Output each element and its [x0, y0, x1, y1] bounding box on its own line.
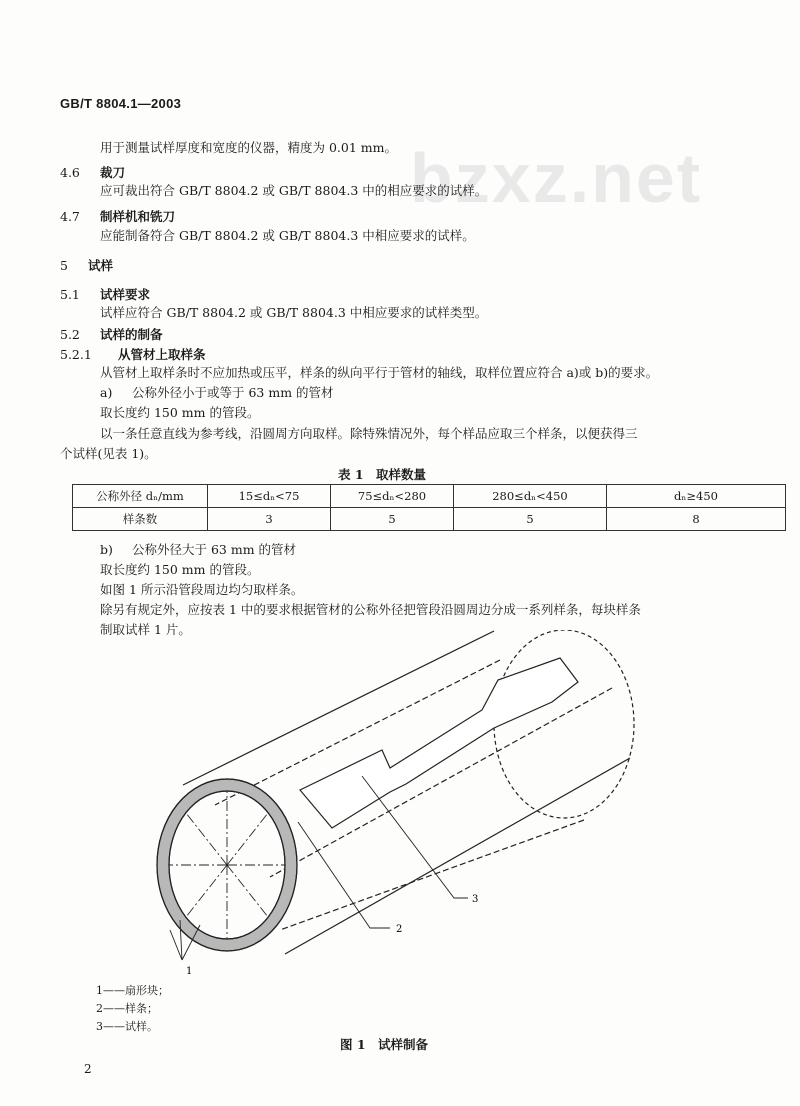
- paragraph: 用于测量试样厚度和宽度的仪器，精度为 0.01 mm。: [100, 140, 397, 155]
- legend-item: 2——样条；: [96, 1002, 158, 1015]
- table-cell: 15≤dₙ<75: [208, 485, 331, 508]
- pipe-far-end: [494, 630, 634, 818]
- paragraph: 个试样(见表 1)。: [60, 446, 157, 461]
- table-cell: 3: [208, 508, 331, 531]
- table-header-row: [73, 485, 786, 508]
- item-a: a) 公称外径小于或等于 63 mm 的管材: [100, 385, 334, 400]
- paragraph: 应能制备符合 GB/T 8804.2 或 GB/T 8804.3 中相应要求的试样。: [100, 228, 475, 243]
- test-specimen: [300, 658, 578, 828]
- leader-line-1: [170, 930, 182, 960]
- sector-line: [227, 865, 268, 917]
- section-5-heading: 5 试样: [60, 258, 114, 273]
- paragraph: 如图 1 所示沿管段周边均匀取样条。: [100, 582, 304, 597]
- table-cell: 5: [454, 508, 607, 531]
- standard-number: GB/T 8804.1—2003: [60, 96, 182, 111]
- section-5-2-heading: 5.2 试样的制备: [60, 327, 163, 342]
- section-5-1-heading: 5.1 试样要求: [60, 287, 151, 302]
- leader-line-2: [298, 822, 390, 928]
- hidden-line: [280, 820, 584, 930]
- section-5-2-1-heading: 5.2.1 从管材上取样条: [60, 347, 206, 362]
- paragraph: 制取试样 1 片。: [100, 622, 191, 637]
- table-cell: 5: [331, 508, 454, 531]
- item-b: b) 公称外径大于 63 mm 的管材: [100, 542, 297, 557]
- table-caption: 表 1 取样数量: [338, 467, 427, 482]
- paragraph: 以一条任意直线为参考线，沿圆周方向取样。除特殊情况外，每个样品应取三个样条，以便获得三: [100, 426, 638, 441]
- callout-2: 2: [396, 924, 403, 935]
- paragraph: 从管材上取样条时不应加热或压平，样条的纵向平行于管材的轴线，取样位置应符合 a)或 b)的要求。: [100, 365, 659, 380]
- callout-3: 3: [472, 894, 479, 905]
- legend-item: 1——扇形块；: [96, 984, 169, 997]
- figure-caption: 图 1 试样制备: [340, 1037, 429, 1052]
- sector-line: [227, 813, 268, 865]
- callout-1: 1: [186, 966, 193, 977]
- pipe-sampling-figure: [120, 630, 660, 990]
- paragraph: 应可裁出符合 GB/T 8804.2 或 GB/T 8804.3 中的相应要求的试样。: [100, 183, 488, 198]
- paragraph: 试样应符合 GB/T 8804.2 或 GB/T 8804.3 中相应要求的试样类型。: [100, 305, 488, 320]
- table-cell: 8: [607, 508, 786, 531]
- sampling-table: [72, 484, 786, 531]
- pipe-top-edge: [183, 631, 494, 785]
- legend-item: 3——试样。: [96, 1020, 158, 1033]
- watermark-text: bzxz.net: [410, 139, 703, 217]
- table-cell: 样条数: [73, 508, 208, 531]
- table-cell: 75≤dₙ<280: [331, 485, 454, 508]
- sector-line: [186, 813, 227, 865]
- table-cell: 公称外径 dₙ/mm: [73, 485, 208, 508]
- paragraph: 取长度约 150 mm 的管段。: [100, 405, 260, 420]
- paragraph: 除另有规定外，应按表 1 中的要求根据管材的公称外径把管段沿圆周边分成一系列样条，每块样条: [100, 602, 641, 617]
- paragraph: 取长度约 150 mm 的管段。: [100, 562, 260, 577]
- table-cell: dₙ≥450: [607, 485, 786, 508]
- table-cell: 280≤dₙ<450: [454, 485, 607, 508]
- section-4-7-heading: 4.7 制样机和铣刀: [60, 209, 176, 224]
- page-number: 2: [84, 1062, 92, 1076]
- table-row: [73, 508, 786, 531]
- sector-line: [186, 865, 227, 917]
- section-4-6-heading: 4.6 裁刀: [60, 165, 126, 180]
